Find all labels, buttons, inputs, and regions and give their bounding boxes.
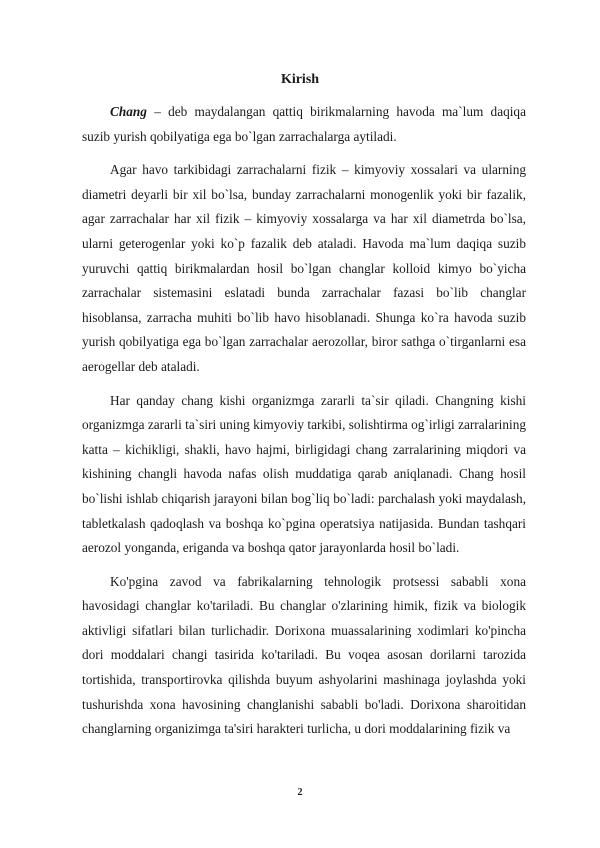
- page-number: 2: [297, 787, 303, 798]
- paragraph-health-effects: Har qanday chang kishi organizmga zararli ta`sir qiladi. Changning kishi organizmga zararli ta`siri uning kimyoviy tarkibi, solishtirma og`irligi zarralarining katta – kichikligi, shakli, havo hajmi, birligidagi chang zarralarining miqdori va kishining changli havoda nafas olish muddatiga qarab aniqlanadi. Chang hosil bo`lishi ishlab chiqarish jarayoni bilan bog`liq bo`ladi: parchalash yoki maydalash, tabletkalash qadoqlash va boshqa ko`pgina operatsiya natijasida. Bundan tashqari aerozol yonganda, eriganda va boshqa qator jarayonlarda hosil bo`ladi.: [82, 392, 526, 556]
- paragraph-pharmacy-dust: Ko'pgina zavod va fabrikalarning tehnologik protsessi sababli xona havosidagi changlar ko'tariladi. Bu changlar o'zlarining himik, fizik va biologik aktivligi sifatlari bilan turlichadir. Dorixona muassalarining xodimlari ko'pincha dori moddalari changi tasirida ko'tariladi. Bu voqea asosan dorilarni tarozida tortishida, transportirovka qilishda buyum ashyolarini mashinaga joylashda yoki tushurishda xona havosining changlanishi sababli bo'ladi. Dorixona sharoitidan changlarning organizimga ta'siri harakteri turlicha, u dori moddalarining fizik va: [82, 573, 526, 737]
- page-title: Kirish: [280, 72, 320, 87]
- defined-term: Chang: [110, 104, 147, 119]
- paragraph-aerosol-types: Agar havo tarkibidagi zarrachalarni fizik – kimyoviy xossalari va ularning diametri deyarli bir xil bo`lsa, bunday zarrachalarni monogenlik yoki bir fazalik, agar zarrachalar har xil fizik – kimyoviy xossalarga va har xil diametrda bo`lsa, ularni geterogenlar yoki ko`p fazalik deb ataladi. Havoda ma`lum daqiqa suzib yuruvchi qattiq birikmalardan hosil bo`lgan changlar kolloid kimyo bo`yicha zarrachalar sistemasini eslatadi bunda zarrachalar fazasi bo`lib changlar hisoblansa, zarracha muhiti bo`lib havo hisoblanadi. Shunga ko`ra havoda suzib yurish qobilyatiga ega bo`lgan zarrachalar aerozollar, biror sathga o`tirganlarni esa aerogellar deb ataladi.: [82, 162, 526, 374]
- paragraph-definition: [82, 100, 526, 149]
- definition-text: – deb maydalangan qattiq birikmalarning havoda ma`lum daqiqa suzib yurish qobilyatiga ega bo`lgan zarrachalarga aytiladi.: [82, 104, 526, 144]
- document-body: [82, 100, 526, 751]
